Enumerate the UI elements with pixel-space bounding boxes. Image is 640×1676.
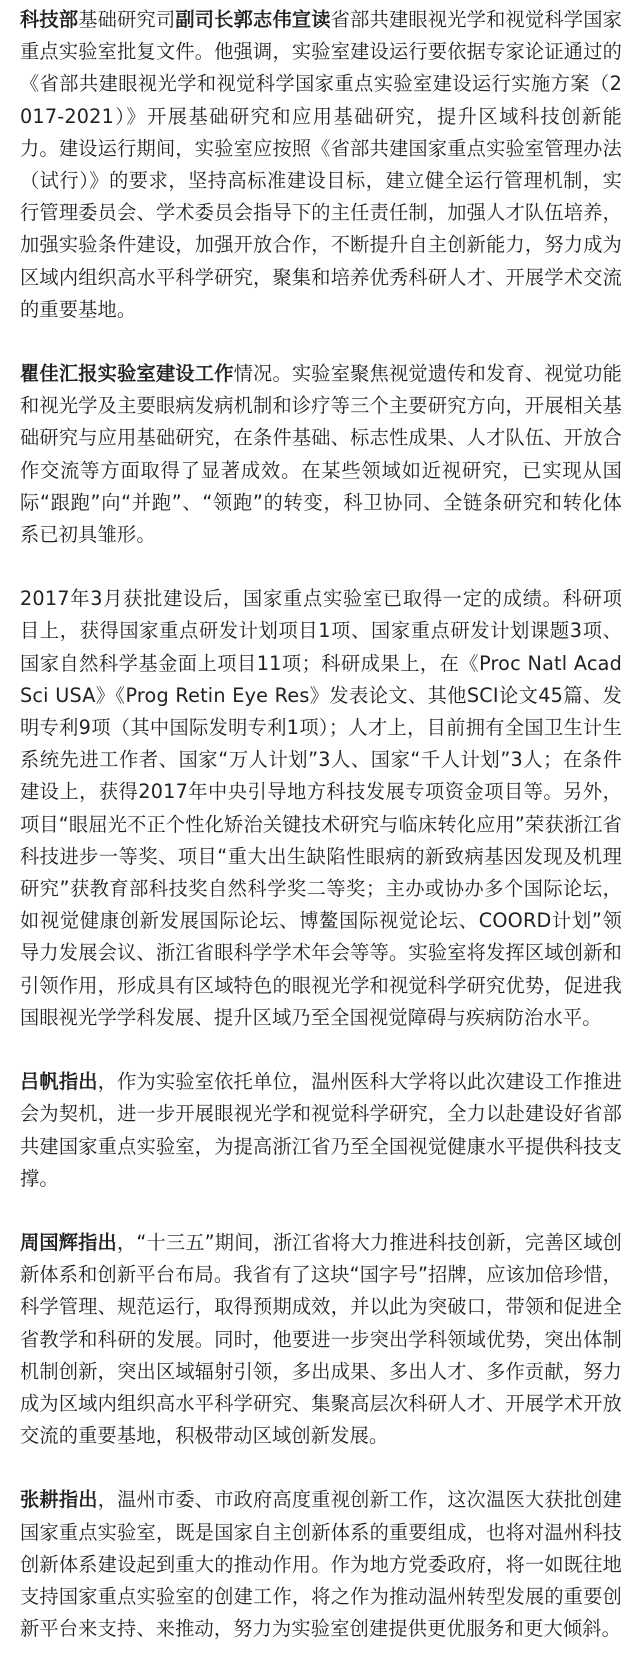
speaker-lead: 副司长郭志伟宣读 — [175, 8, 331, 31]
speaker-lead: 瞿佳汇报实验室建设工作 — [20, 362, 234, 386]
department-name: 基础研究司 — [78, 8, 176, 31]
paragraph-text: 2017年3月获批建设后，国家重点实验室已取得一定的成绩。科研项目上，获得国家重点研发计划项目1项、国家重点研发计划课题3项、国家自然科学基金面上项目11项；科研成果上，在《Proc Natl Acad Sci USA》《Prog Retin Eye Res》发表论文、其他SCI论文45篇、发明专利9项（其中国际发明专利1项）；人才上，目前拥有全国卫生计生系统先进工作者、国家“万人计划”3人、国家“千人计划”3人；在条件建设上，获得2017年中央引导地方科技发展专项资金项目等。另外，项目“眼屈光不正个性化矫治关键技术研究与临床转化应用”荣获浙江省科技进步一等奖、项目“重大出生缺陷性眼病的新致病基因发现及机理研究”获教育部科技奖自然科学奖二等奖；主办或协办多个国际论坛，如视觉健康创新发展国际论坛、博鳌国际视觉论坛、COORD计划”领导力发展会议、浙江省眼科学学术年会等等。实验室将发挥区域创新和引领作用，形成具有区域特色的眼视光学和视觉科学研究优势，促进我国眼视光学学科发展、提升区域乃至全国视觉障碍与疾病防治水平。 — [20, 587, 622, 1029]
paragraph-text: 省部共建眼视光学和视觉科学国家重点实验室批复文件。他强调，实验室建设运行要依据专家论证通过的《省部共建眼视光学和视觉科学国家重点实验室建设运行实施方案（2017-2021）》开展基础研究和应用基础研究，提升区域科技创新能力。建设运行期间，实验室应按照《省部共建国家重点实验室管理办法（试行）》的要求，坚持高标准建设目标，建立健全运行管理机制，实行管理委员会、学术委员会指导下的主任责任制，加强人才队伍培养，加强实验条件建设，加强开放合作，不断提升自主创新能力，努力成为区域内组织高水平科学研究，聚集和培养优秀科研人才、开展学术交流的重要基地。 — [20, 8, 622, 321]
paragraph-achievements — [20, 583, 622, 1034]
paragraph-text: 情况。实验室聚焦视觉遗传和发育、视觉功能和视光学及主要眼病发病机制和诊疗等三个主要研究方向，开展相关基础研究与应用基础研究，在条件基础、标志性成果、人才队伍、开放合作交流等方面取得了显著成效。在某些领域如近视研究，已实现从国际“跟跑”向“并跑”、“领跑”的转变，科卫协同、全链条研究和转化体系已初具雏形。 — [20, 362, 622, 547]
paragraph-lv-fan — [20, 1066, 622, 1195]
paragraph-guo-zhiwei — [20, 4, 622, 326]
paragraph-text: ，作为实验室依托单位，温州医科大学将以此次建设工作推进会为契机，进一步开展眼视光学和视觉科学研究，全力以赴建设好省部共建国家重点实验室，为提高浙江省乃至全国视觉健康水平提供科技支撑。 — [20, 1070, 622, 1190]
paragraph-qu-jia — [20, 358, 622, 551]
paragraph-text: ，“十三五”期间，浙江省将大力推进科技创新，完善区域创新体系和创新平台布局。我省有了这块“国字号”招牌，应该加倍珍惜，科学管理、规范运行，取得预期成效，并以此为突破口，带领和促进全省教学和科研的发展。同时，他要进一步突出学科领域优势，突出体制机制创新，突出区域辐射引领，多出成果、多出人才、多作贡献，努力成为区域内组织高水平科学研究、集聚高层次科研人才、开展学术开放交流的重要基地，积极带动区域创新发展。 — [20, 1230, 622, 1448]
speaker-lead: 吕帆指出 — [20, 1070, 98, 1094]
paragraph-zhou-guohui — [20, 1227, 622, 1452]
ministry-name: 科技部 — [20, 8, 79, 31]
speaker-lead: 张耕指出 — [20, 1488, 98, 1512]
paragraph-text: ，温州市委、市政府高度重视创新工作，这次温医大获批创建国家重点实验室，既是国家自主创新体系的重要组成，也将对温州科技创新体系建设起到重大的推动作用。作为地方党委政府，将一如既往地支持国家重点实验室的创建工作，将之作为推动温州转型发展的重要创新平台来支持、来推动，努力为实验室创建提供更优服务和更大倾斜。 — [20, 1488, 622, 1641]
paragraph-zhang-geng — [20, 1484, 622, 1645]
speaker-lead: 周国辉指出 — [20, 1230, 117, 1254]
